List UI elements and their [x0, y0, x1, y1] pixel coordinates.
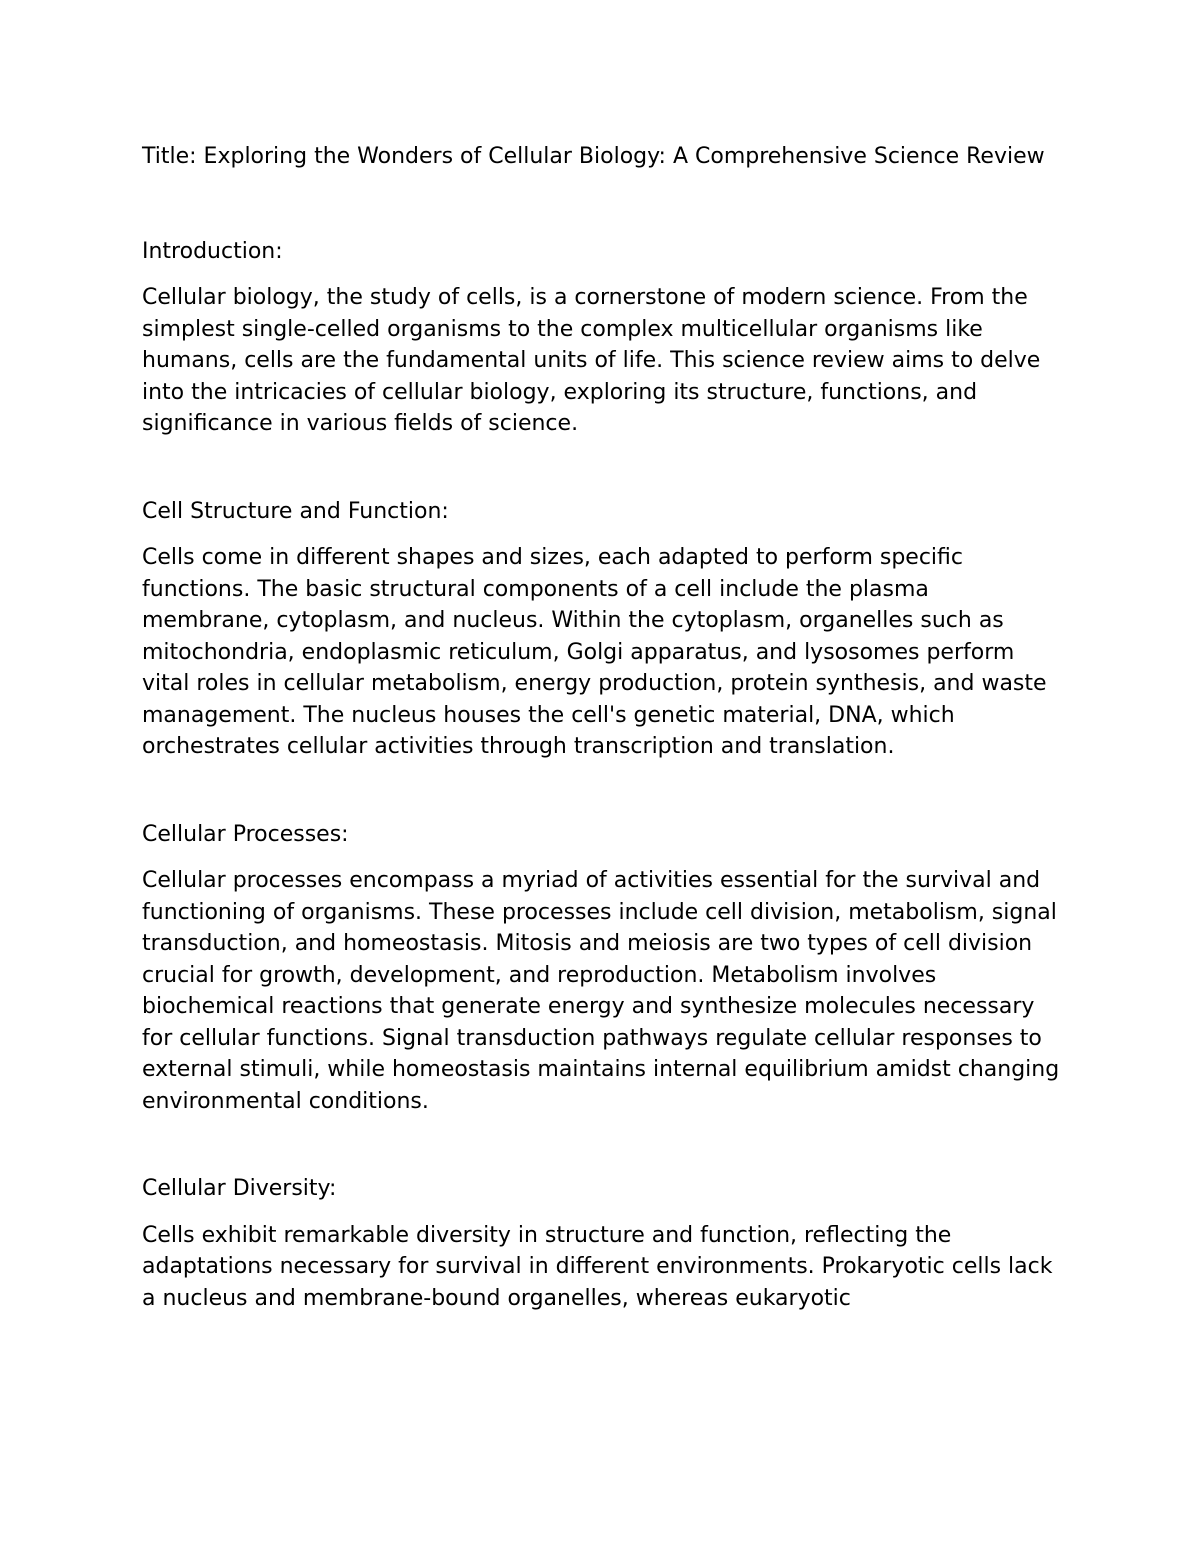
document-page: [142, 141, 1062, 1314]
section-heading: Cellular Diversity:: [142, 1176, 337, 1201]
section-cellular-diversity: [142, 1173, 1062, 1314]
section-body: Cells come in different shapes and sizes, each adapted to perform specific functions. The basic structural components of a cell include the plasma membrane, cytoplasm, and nucleus. Within the cytoplasm, organelles such as mitochondria, endoplasmic reticulum, Golgi apparatus, and lysosomes perform vital roles in cellular metabolism, energy production, protein synthesis, and waste management. The nucleus houses the cell's genetic material, DNA, which orchestrates cellular activities through transcription and translation.: [142, 545, 1047, 759]
section-heading: Introduction:: [142, 238, 283, 264]
section-cell-structure: [142, 496, 1062, 763]
section-introduction: [142, 236, 1062, 440]
section-heading: Cellular Processes:: [142, 821, 349, 847]
section-body: Cells exhibit remarkable diversity in structure and function, reflecting the adaptations necessary for survival in different environments. Prokaryotic cells lack a nucleus and membrane-bound organelles, whereas eukaryotic: [142, 1222, 1053, 1311]
document-title: Title: Exploring the Wonders of Cellular Biology: A Comprehensive Science Review: [142, 144, 1045, 169]
section-body: Cellular processes encompass a myriad of activities essential for the survival and functioning of organisms. These processes include cell division, metabolism, signal transduction, and homeostasis. Mitosis and meiosis are two types of cell division crucial for growth, development, and reproduction. Metabolism involves biochemical reactions that generate energy and synthesize molecules necessary for cellular functions. Signal transduction pathways regulate cellular responses to external stimuli, while homeostasis maintains internal equilibrium amidst changing environmental conditions.: [142, 868, 1060, 1114]
section-body: Cellular biology, the study of cells, is a cornerstone of modern science. From the simplest single-celled organisms to the complex multicellular organisms like humans, cells are the fundamental units of life. This science review aims to delve into the intricacies of cellular biology, exploring its structure, functions, and significance in various fields of science.: [142, 285, 1041, 436]
section-cellular-processes: [142, 819, 1062, 1118]
section-heading: Cell Structure and Function:: [142, 498, 449, 524]
